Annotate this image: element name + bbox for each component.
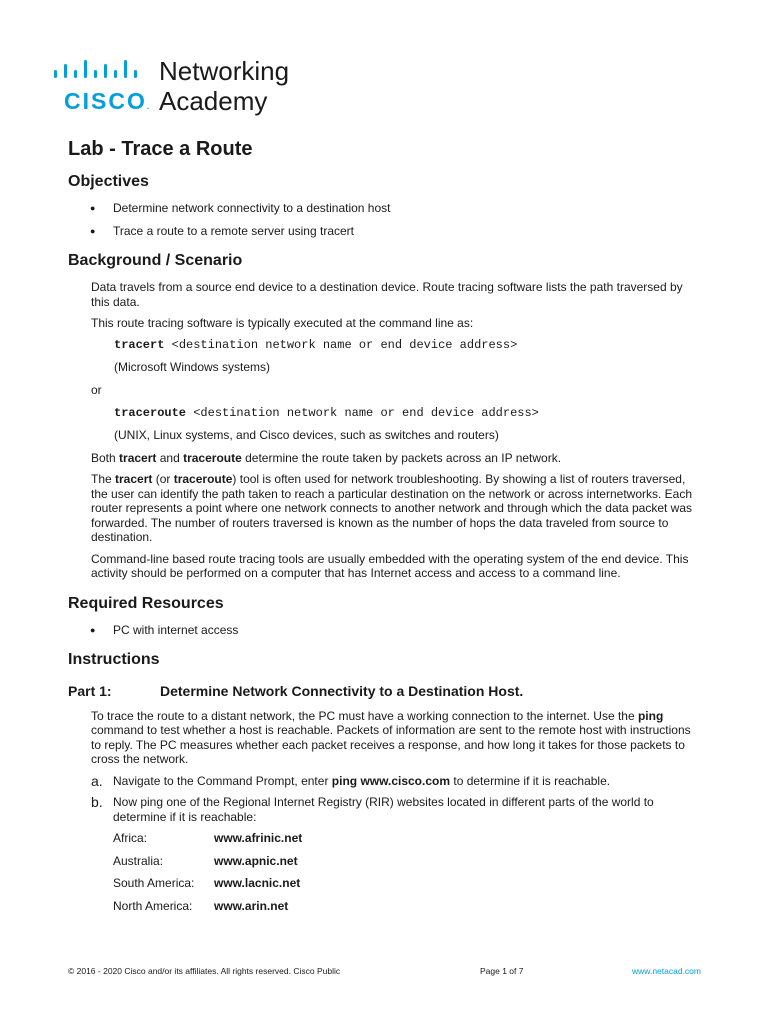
rir-row <box>113 876 698 890</box>
rir-region: North America: <box>113 898 193 913</box>
step-b <box>91 795 698 824</box>
step-a <box>91 774 698 789</box>
resources-heading: Required Resources <box>68 594 224 612</box>
rir-row <box>113 831 698 845</box>
document-body <box>68 138 698 921</box>
rir-site: www.apnic.net <box>214 853 298 868</box>
rir-list <box>68 831 698 913</box>
cisco-bars-icon <box>52 58 152 84</box>
paragraph: The tracert (or traceroute) tool is often used for network troubleshooting. By showing a list of routers traversed, the user can identify the path taken to reach a particular destination on the network or across internetworks. Each router represents a point where one network connects to another network and through which the data packet was forwarded. The number of routers traversed is known as the number of hops the data traveled from source to destination. <box>91 472 693 544</box>
logo-networking: Networking <box>159 56 290 86</box>
step-text: Now ping one of the Regional Internet Registry (RIR) websites located in different parts of the world to determine if it is reachable: <box>113 795 654 824</box>
paragraph: Data travels from a source end device to a destination device. Route tracing software lists the path traversed by this data. <box>91 280 683 309</box>
netacad-link[interactable]: www.netacad.com <box>632 966 701 976</box>
part-intro <box>68 709 698 767</box>
background-section <box>68 280 698 331</box>
rir-row <box>113 854 698 868</box>
paragraph: To trace the route to a distant network, the PC must have a working connection to the internet. Use the ping command to test whether a host is reachable. Packets of information are sent to the remote host with instructions to reply. The PC measures whether each packet receives a response, and how long it takes for those packets to cross the network. <box>91 708 691 766</box>
objectives-list <box>68 201 698 238</box>
list-item: ● Determine network connectivity to a destination host <box>68 201 698 215</box>
note: (Microsoft Windows systems) <box>114 359 271 374</box>
objectives-heading: Objectives <box>68 173 149 190</box>
instructions-heading: Instructions <box>68 650 160 668</box>
paragraph: Both tracert and traceroute determine the route taken by packets across an IP network. <box>91 450 562 465</box>
cisco-wordmark: CISCO. <box>64 88 152 114</box>
rir-site: www.afrinic.net <box>214 831 303 845</box>
note: (UNIX, Linux systems, and Cisco devices, such as switches and routers) <box>114 427 499 442</box>
rir-site: www.arin.net <box>214 898 289 913</box>
step-letter: b. <box>91 794 103 810</box>
paragraph: This route tracing software is typically executed at the command line as: <box>91 316 474 330</box>
cisco-networking-academy-logo <box>52 58 312 118</box>
rir-region: Africa: <box>113 831 148 845</box>
rir-region: Australia: <box>113 853 164 868</box>
paragraph: Command-line based route tracing tools are usually embedded with the operating system of the end device. This activity should be performed on a computer that has Internet access and access to a command line. <box>91 551 689 580</box>
copyright-text: © 2016 - 2020 Cisco and/or its affiliates. All rights reserved. Cisco Public <box>68 966 341 976</box>
traceroute-command: traceroute <destination network name or end device address> <box>114 405 539 420</box>
logo-academy: Academy <box>159 86 268 116</box>
or-text: or <box>91 382 102 397</box>
background-section-2 <box>68 451 698 581</box>
part-heading <box>68 683 698 699</box>
list-item: ● PC with internet access <box>68 623 698 637</box>
part-title: Determine Network Connectivity to a Destination Host. <box>160 682 524 699</box>
step-letter: a. <box>91 772 103 789</box>
page-title: Lab - Trace a Route <box>68 138 253 160</box>
steps-list <box>68 774 698 825</box>
part-number: Part 1: <box>68 682 112 699</box>
rir-site: www.lacnic.net <box>214 876 301 890</box>
page-number: Page 1 of 7 <box>480 966 524 976</box>
rir-region: South America: <box>113 876 195 890</box>
background-heading: Background / Scenario <box>68 252 243 269</box>
resources-list <box>68 623 698 637</box>
list-item: ● Trace a route to a remote server using tracert <box>68 224 698 238</box>
step-text: Navigate to the Command Prompt, enter ping www.cisco.com to determine if it is reachable. <box>113 773 611 788</box>
tracert-command: tracert <destination network name or end device address> <box>114 337 518 352</box>
rir-row <box>113 899 698 913</box>
